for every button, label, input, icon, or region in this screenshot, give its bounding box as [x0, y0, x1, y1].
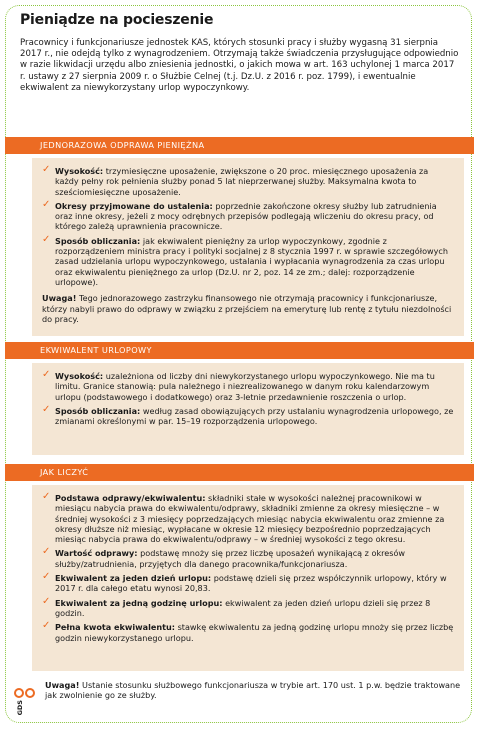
checkmark-icon: ✓ — [42, 233, 51, 245]
item-text: podstawę mnoży się przez liczbę uposażeń wynikającą z okresów służby/zatrudnienia, przyjętych dla danego pracownika/funkcjonariusza. — [55, 548, 406, 569]
checkmark-icon: ✓ — [42, 620, 51, 632]
item-label: Okresy przyjmowane do ustalenia: — [55, 200, 213, 211]
list-item — [42, 573, 454, 594]
list-item — [42, 198, 454, 232]
note-label: Uwaga! — [42, 293, 77, 304]
checkmark-icon: ✓ — [42, 403, 51, 415]
item-label: Wysokość: — [55, 166, 104, 176]
item-text: poprzednie zakończone okresy służby lub zatrudnienia oraz inne okresy, jeżeli z mocy odrębnych przepisów podlegają wliczeniu do okresu pracy, od którego zależą uprawnienia pracownicze. — [55, 200, 437, 232]
list-item — [42, 233, 454, 287]
checkmark-icon: ✓ — [42, 198, 51, 210]
intro-paragraph: Pracownicy i funkcjonariusze jednostek KAS, których stosunki pracy i służby wygasną 31 sierpnia 2017 r., nie odejdą tylko z wynagrodzeniem. Otrzymają także świadczenia przysługujące odpowiednio w razie likwidacji urzędu albo zniesienia jednostki, o jakich mowa w art. 163 uchylonej 1 marca 2017 r. ustawy z 27 sierpnia 2009 r. o Służbie Celnej (t.j. Dz.U. z 2016 r. poz. 1799), i ewentualnie ekwiwalent za niewykorzystany urlop wypoczynkowy. — [20, 38, 459, 93]
item-text: według zasad obowiązujących przy ustalaniu wynagrodzenia urlopowego, ze zmianami określonymi w par. 15–19 rozporządzenia urlopowego. — [55, 405, 454, 427]
item-label: Sposób obliczania: — [55, 405, 141, 416]
section-header-jak-liczyc: JAK LICZYĆ — [5, 464, 474, 481]
section-header-odprawa: JEDNORAZOWA ODPRAWA PIENIĘŻNA — [5, 137, 474, 154]
checkmark-icon: ✓ — [42, 546, 51, 558]
checkmark-icon: ✓ — [42, 571, 51, 583]
section-panel-jak-liczyc — [32, 485, 464, 671]
section-panel-odprawa — [32, 158, 464, 336]
list-item — [42, 403, 454, 427]
item-text: podstawę dzieli się przez współczynnik urlopowy, który w 2017 r. dla całego etatu wynosi 20,83. — [55, 573, 447, 594]
note-text: Ustanie stosunku służbowego funkcjonariusza w trybie art. 170 ust. 1 p.w. będzie traktowane jak zwolnienie go ze służby. — [45, 680, 461, 701]
item-label: Sposób obliczania: — [55, 235, 141, 246]
list-item — [42, 548, 454, 569]
list-item — [42, 493, 454, 544]
item-label: Ekwiwalent za jedną godzinę urlopu: — [55, 597, 223, 608]
item-label: Ekwiwalent za jeden dzień urlopu: — [55, 573, 212, 584]
note-text: Tego jednorazowego zastrzyku finansowego nie otrzymają pracownicy i funkcjonariusze, którzy nabyli prawo do odprawy w związku z przejściem na emeryturę lub rentę z tytułu niezdolności do pracy. — [42, 293, 452, 324]
note-label: Uwaga! — [45, 680, 80, 690]
checkmark-icon: ✓ — [42, 595, 51, 607]
list-item — [42, 595, 454, 619]
item-text: jak ekwiwalent pieniężny za urlop wypoczynkowy, zgodnie z rozporządzeniem ministra pracy i polityki socjalnej z 8 stycznia 1997 r. w sprawie szczegółowych zasad udzielania urlopu wypoczynkowego, ustalania i wypłacania wynagrodzenia za czas urlopu oraz ekwiwalentu pieniężnego za urlop (Dz.U. nr 2, poz. 14 ze zm.; dalej: rozporządzenie urlopowe). — [55, 235, 449, 287]
checkmark-icon: ✓ — [42, 369, 51, 380]
item-text: stawkę ekwiwalentu za jedną godzinę urlopu mnoży się przez liczbę godzin niewykorzystanego urlopu. — [55, 622, 454, 643]
item-label: Wartość odprawy: — [55, 548, 138, 559]
checkmark-icon: ✓ — [42, 491, 51, 502]
item-text: trzymiesięczne uposażenie, zwiększone o 20 proc. miesięcznego uposażenia za każdy pełny rok pełnienia służby ponad 5 lat nieprzerwanej służby. Maksymalna kwota to sześciomiesięczne uposażenie. — [55, 166, 429, 197]
footer-code: GDS — [16, 700, 24, 716]
item-text: ekwiwalent za jeden dzień urlopu dzieli się przez 8 godzin. — [55, 597, 431, 618]
item-text: składniki stałe w wysokości należnej pracownikowi w miesiącu nabycia prawa do ekwiwalentu/odprawy, składniki zmienne za okresy miesięczne – w średniej wysokości z 3 miesięcy poprzedzających miesiąc nabycia ekwiwalentu oraz zmienne za okresy dłuższe niż miesiąc, wypłacane w okresie 12 miesięcy bezpośrednio poprzedzających miesiąc nabycia prawa do ekwiwalentu/odprawy – w średniej wysokości z tego okresu. — [55, 493, 445, 545]
section-panel-ekwiwalent — [32, 363, 464, 455]
final-warning-note — [45, 680, 465, 701]
list-item — [42, 622, 454, 643]
article-title: Pieniądze na pocieszenie — [20, 12, 214, 28]
list-item — [42, 166, 454, 197]
list-item — [42, 371, 454, 402]
item-label: Wysokość: — [55, 371, 104, 381]
item-label: Podstawa odprawy/ekwiwalentu: — [55, 493, 206, 503]
warning-note — [42, 293, 454, 324]
section-header-ekwiwalent: EKWIWALENT URLOPOWY — [5, 342, 474, 359]
item-text: uzależniona od liczby dni niewykorzystanego urlopu wypoczynkowego. Nie ma tu limitu. Granice stanowią: pula należnego i niezrealizowanego w danym roku kalendarzowym urlopu (podstawowego i dodatkowego) oraz 3-letnie przedawnienie roszczenia o urlop. — [55, 371, 435, 402]
item-label: Pełna kwota ekwiwalentu: — [55, 622, 175, 633]
checkmark-icon: ✓ — [42, 164, 51, 175]
